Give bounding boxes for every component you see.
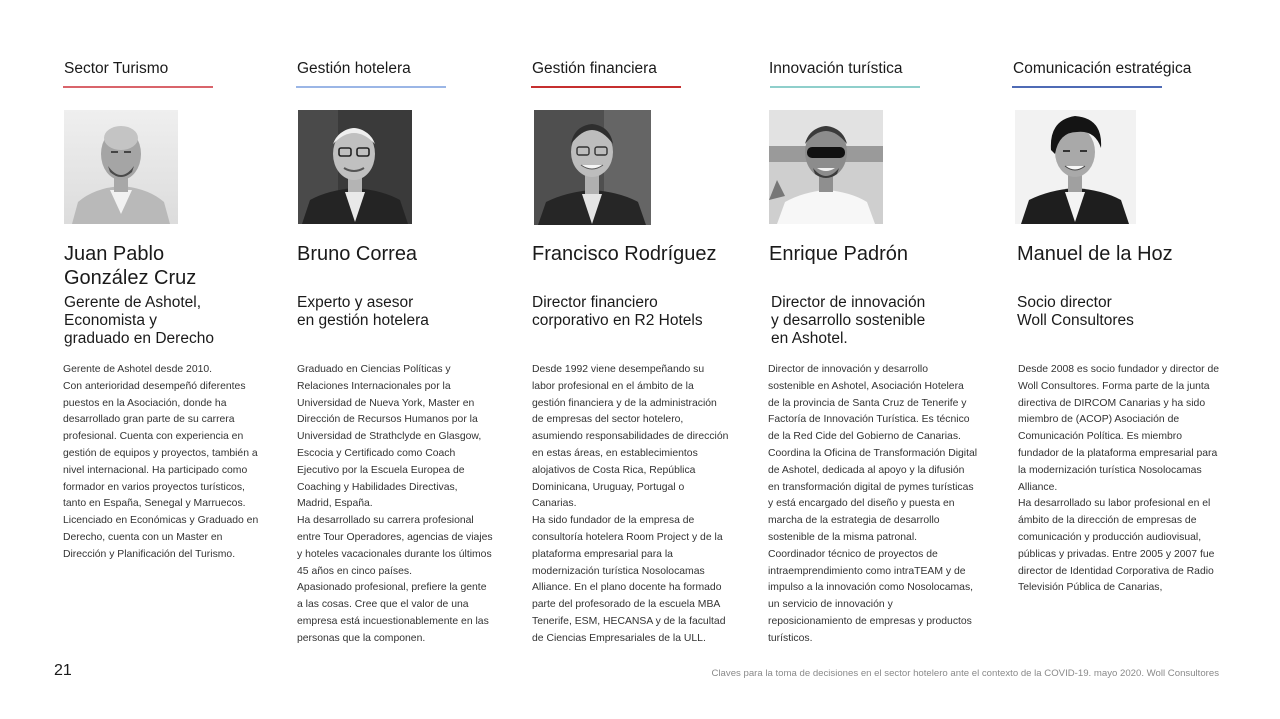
person-bio: Graduado en Ciencias Políticas y Relaciones Internacionales por la Universidad de Nueva York, Master en Dirección de Recursos Humanos por la Universidad de Strathclyde en Glasgow, Escocia y Certificado como Coach Ejecutivo por la Escuela Europea de Coaching y Habilidades Directivas, Madrid, España. Ha desarrollado su carrera profesional entre Tour Operadores, agencias de viajes y hoteles vacacionales durante los últimos 45 años en cinco países. Apasionado profesional, prefiere la gente a las cosas. Cree que el valor de una empresa está incuestionablemente en las personas que la componen. — [297, 364, 493, 644]
category-title: Innovación turística — [769, 60, 903, 77]
category-title: Gestión financiera — [532, 60, 657, 77]
person-name: Manuel de la Hoz — [1017, 243, 1173, 265]
person-bio: Desde 1992 viene desempeñando su labor profesional en el ámbito de la gestión financiera y de la administración de empresas del sector hotelero, asumiendo responsabilidades de dirección en estas áreas, en establecimientos alojativos de Costa Rica, República Dominicana, Uruguay, Portugal o Canarias. Ha sido fundador de la empresa de consultoría hotelera Room Project y de la plataforma empresarial para la modernización turística Nosolocamas Alliance. En el plano docente ha formado parte del profesorado de la escuela MBA Tenerife, ESM, HECANSA y de la facultad de Ciencias Empresariales de la ULL. — [532, 364, 729, 644]
portrait-photo — [1015, 110, 1136, 224]
category-underline — [63, 86, 213, 88]
profile-column — [63, 0, 268, 660]
page-number: 21 — [54, 662, 72, 679]
person-role: Director de innovación y desarrollo sostenible en Ashotel. — [771, 294, 926, 347]
profile-column — [768, 0, 983, 660]
person-name: Enrique Padrón — [769, 243, 908, 265]
person-role: Director financiero corporativo en R2 Hotels — [532, 294, 703, 329]
category-underline — [1012, 86, 1162, 88]
category-underline — [770, 86, 920, 88]
person-name: Francisco Rodríguez — [532, 243, 717, 265]
category-title: Gestión hotelera — [297, 60, 411, 77]
profile-column — [531, 0, 741, 660]
footer-caption: Claves para la toma de decisiones en el sector hotelero ante el contexto de la COVID-19. mayo 2020. Woll Consultores — [711, 668, 1219, 679]
person-bio: Desde 2008 es socio fundador y director de Woll Consultores. Forma parte de la junta directiva de DIRCOM Canarias y ha sido miembro de (ACOP) Asociación de Comunicación Política. Es miembro fundador de la plataforma empresarial para la modernización turística Nosolocamas Alliance. Ha desarrollado su labor profesional en el ámbito de la dirección de empresas de comunicación y producción audiovisual, públicas y privadas. Entre 2005 y 2007 fue director de Identidad Corporativa de Radio Televisión Pública de Canarias, — [1018, 364, 1220, 594]
person-name: Bruno Correa — [297, 243, 418, 265]
category-title: Sector Turismo — [64, 60, 169, 77]
portrait-photo — [64, 110, 178, 224]
portrait-photo — [769, 110, 883, 224]
profile-column — [1012, 0, 1227, 660]
category-underline — [531, 86, 681, 88]
person-role: Gerente de Ashotel, Economista y graduado en Derecho — [64, 294, 214, 347]
person-name: Juan Pablo González Cruz — [64, 243, 197, 289]
profile-column — [296, 0, 501, 660]
person-role: Experto y asesor en gestión hotelera — [297, 294, 429, 329]
person-bio: Gerente de Ashotel desde 2010. Con anterioridad desempeñó diferentes puestos en la Asociación, donde ha desarrollado gran parte de su carrera profesional. Cuenta con experiencia en gestión de equipos y proyectos, también a nivel internacional. Ha participado como formador en varios proyectos turísticos, tanto en España, Senegal y Marruecos. Licenciado en Económicas y Graduado en Derecho, cuenta con un Master en Dirección y Planificación del Turismo. — [63, 364, 259, 560]
person-role: Socio director Woll Consultores — [1017, 294, 1134, 329]
portrait-photo — [534, 110, 651, 225]
portrait-photo — [298, 110, 412, 224]
category-underline — [296, 86, 446, 88]
category-title: Comunicación estratégica — [1013, 60, 1192, 77]
person-bio: Director de innovación y desarrollo sostenible en Ashotel, Asociación Hotelera de la provincia de Santa Cruz de Tenerife y Factoría de Innovación Turística. Es técnico de la Red Cide del Gobierno de Canarias. Coordina la Oficina de Transformación Digital de Ashotel, dedicada al apoyo y la difusión en transformación digital de pymes turísticas y está encargado del diseño y puesta en marcha de la estrategia de desarrollo sostenible de la misma patronal. Coordinador técnico de proyectos de intraemprendimiento como intraTEAM y de impulso a la innovación como Nosolocamas, un servicio de innovación y reposicionamiento de empresas y productos turísticos. — [768, 364, 978, 644]
